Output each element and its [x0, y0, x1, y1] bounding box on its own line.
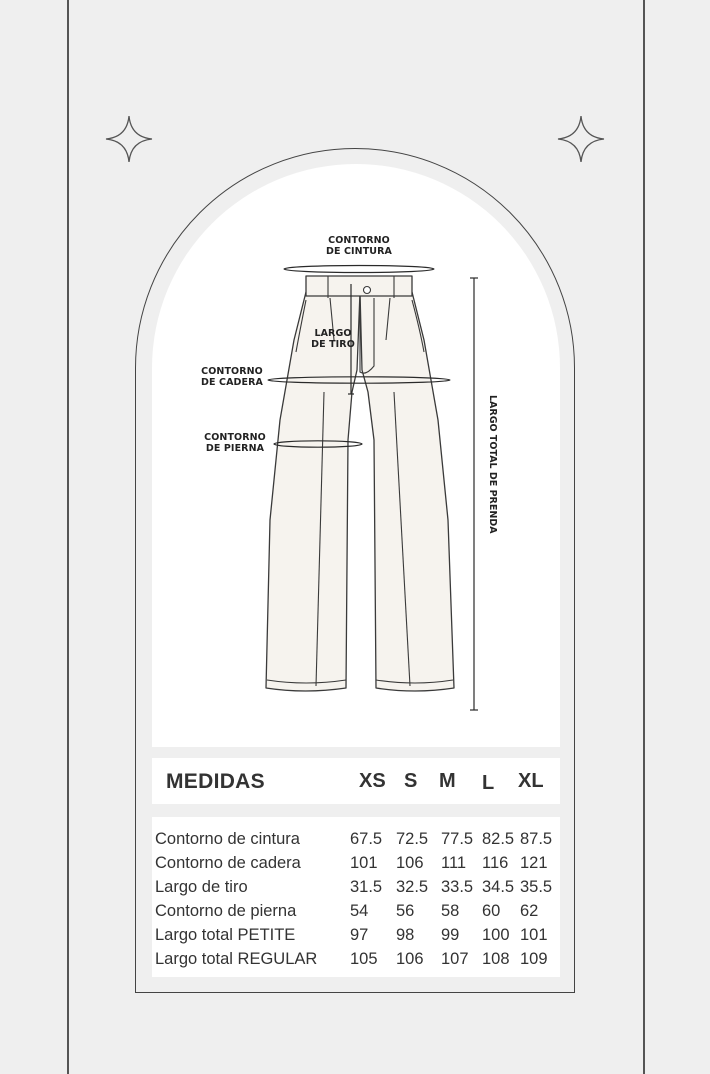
table-title: MEDIDAS — [166, 770, 265, 793]
value-xs: 105 — [350, 950, 378, 968]
value-xl: 87.5 — [520, 830, 553, 848]
value-s: 72.5 — [396, 830, 429, 848]
size-header-xl: XL — [518, 770, 544, 792]
value-l: 116 — [482, 854, 509, 872]
value-m: 107 — [441, 950, 469, 968]
rise-label-line2: DE TIRO — [311, 338, 355, 350]
table-row — [152, 950, 560, 974]
value-xs: 54 — [350, 902, 369, 920]
value-s: 106 — [396, 950, 424, 968]
value-m: 33.5 — [441, 878, 474, 896]
row-label: Largo de tiro — [155, 878, 248, 896]
size-header-m: M — [439, 770, 456, 792]
size-header-s: S — [404, 770, 418, 792]
leg-label — [199, 433, 271, 454]
hip-label — [196, 367, 268, 388]
waist-label-line2: DE CINTURA — [325, 245, 392, 257]
table-row — [152, 830, 560, 854]
table-header — [152, 758, 560, 804]
table-row — [152, 926, 560, 950]
value-m: 111 — [441, 854, 467, 872]
value-xl: 101 — [520, 926, 548, 944]
value-xs: 67.5 — [350, 830, 383, 848]
value-xs: 101 — [350, 854, 378, 872]
leg-label-line2: DE PIERNA — [205, 442, 265, 454]
leg-label-line1: CONTORNO — [204, 432, 266, 443]
value-m: 77.5 — [441, 830, 474, 848]
value-l: 60 — [482, 902, 501, 920]
value-xl: 62 — [520, 902, 539, 920]
size-header-xs: XS — [359, 770, 386, 792]
table-row — [152, 902, 560, 926]
rise-label — [304, 329, 362, 350]
measurements-table — [152, 817, 560, 977]
rise-label-line1: LARGO — [314, 328, 352, 339]
value-l: 82.5 — [482, 830, 515, 848]
row-label: Contorno de cadera — [155, 854, 301, 872]
waist-label — [314, 236, 404, 257]
value-s: 56 — [396, 902, 415, 920]
value-m: 58 — [441, 902, 460, 920]
value-xl: 121 — [520, 854, 548, 872]
value-xs: 97 — [350, 926, 369, 944]
value-l: 34.5 — [482, 878, 515, 896]
value-s: 32.5 — [396, 878, 429, 896]
value-xs: 31.5 — [350, 878, 383, 896]
value-l: 100 — [482, 926, 510, 944]
waist-label-line1: CONTORNO — [328, 235, 390, 246]
table-row — [152, 878, 560, 902]
value-m: 99 — [441, 926, 460, 944]
row-label: Largo total PETITE — [155, 926, 296, 944]
size-header-l: L — [482, 772, 495, 794]
value-s: 98 — [396, 926, 415, 944]
total-length-label: LARGO TOTAL DE PRENDA — [487, 395, 498, 534]
hip-label-line2: DE CADERA — [201, 376, 263, 388]
value-xl: 109 — [520, 950, 548, 968]
hip-label-line1: CONTORNO — [201, 366, 263, 377]
row-label: Contorno de pierna — [155, 902, 297, 920]
row-label: Contorno de cintura — [155, 830, 300, 848]
value-xl: 35.5 — [520, 878, 553, 896]
row-label: Largo total REGULAR — [155, 950, 318, 968]
table-row — [152, 854, 560, 878]
value-l: 108 — [482, 950, 510, 968]
value-s: 106 — [396, 854, 424, 872]
